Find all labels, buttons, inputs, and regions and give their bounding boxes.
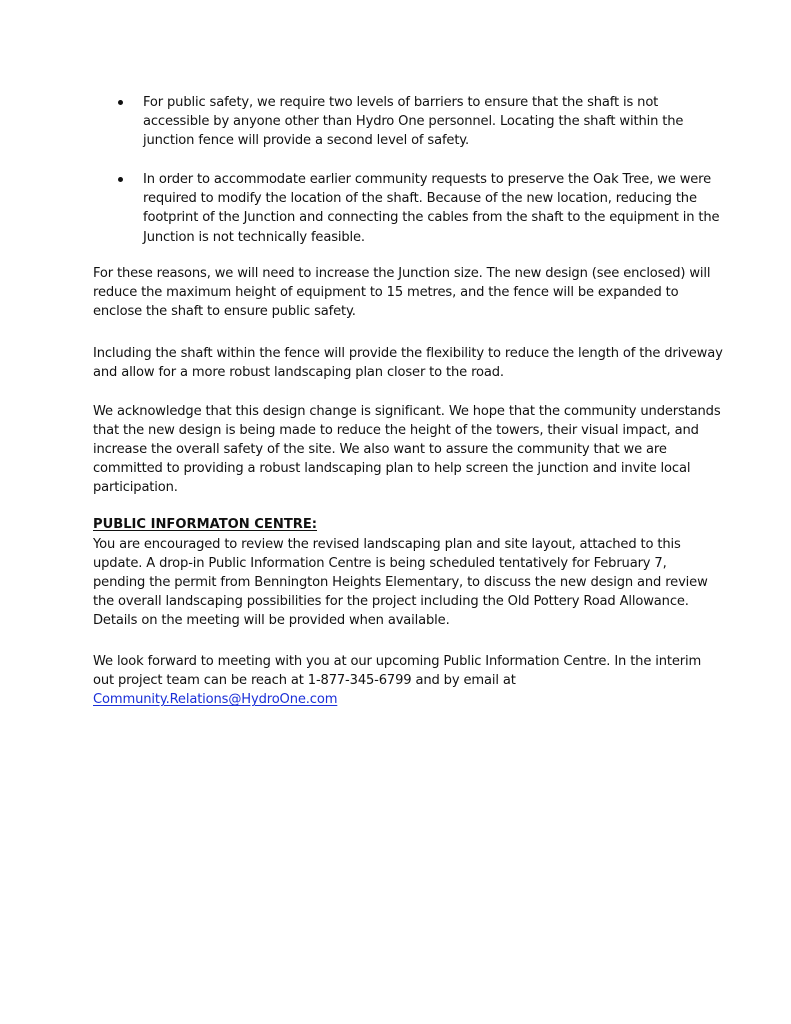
bullet-text-line: footprint of the Junction and connecting the cables from the shaft to the equipment in the [143,210,720,226]
bullet-text-line: junction fence will provide a second level of safety. [143,133,470,149]
bullet-text-line: For public safety, we require two levels of barriers to ensure that the shaft is not [143,95,659,110]
paragraph-information-centre [93,535,733,630]
paragraph-line: committed to providing a robust landscaping plan to help screen the junction and invite local [93,461,691,477]
paragraph-line: We acknowledge that this design change is significant. We hope that the community understands [93,404,721,419]
paragraph-reasons [93,264,733,321]
paragraph-shaft [93,344,733,382]
paragraph-line: increase the overall safety of the site. We also want to assure the community that we are [93,442,667,458]
paragraph-line: out project team can be reach at 1-877-345-6799 and by email at [93,673,516,689]
paragraph-line: For these reasons, we will need to increase the Junction size. The new design (see enclosed) will [93,266,711,281]
paragraph-closing [93,652,733,709]
bullet-item-barriers [118,93,718,150]
bullet-text-line: Junction is not technically feasible. [143,229,365,245]
bullet-dot-icon [118,100,123,105]
paragraph-line: enclose the shaft to ensure public safety. [93,304,356,320]
paragraph-line: that the new design is being made to reduce the height of the towers, their visual impact, and [93,423,699,439]
paragraph-line: participation. [93,480,178,496]
bullet-text-line: accessible by anyone other than Hydro One personnel. Locating the shaft within the [143,114,684,130]
paragraph-line: and allow for a more robust landscaping plan closer to the road. [93,365,504,381]
paragraph-line: Including the shaft within the fence will provide the flexibility to reduce the length of the driveway [93,346,723,361]
bullet-text-line: required to modify the location of the shaft. Because of the new location, reducing the [143,191,697,207]
bullet-text-line: In order to accommodate earlier community requests to preserve the Oak Tree, we were [143,172,712,188]
contact-email-link[interactable]: Community.Relations@HydroOne.com [93,692,338,708]
bullet-list [118,93,718,247]
paragraph-acknowledge [93,402,733,497]
paragraph-line: update. A drop-in Public Information Centre is being scheduled tentatively for February 7, [93,556,667,572]
bullet-item-oak-tree [118,170,718,246]
paragraph-line: We look forward to meeting with you at our upcoming Public Information Centre. In the interim [93,654,702,669]
contact-email-line [93,690,733,709]
paragraph-line: reduce the maximum height of equipment to 15 metres, and the fence will be expanded to [93,285,679,301]
section-heading: PUBLIC INFORMATON CENTRE: [93,517,318,532]
paragraph-line: You are encouraged to review the revised landscaping plan and site layout, attached to this [93,537,681,552]
paragraph-line: Details on the meeting will be provided when available. [93,613,450,629]
paragraph-line: the overall landscaping possibilities for the project including the Old Pottery Road Allowance. [93,594,689,610]
paragraph-line: pending the permit from Bennington Heights Elementary, to discuss the new design and review [93,575,708,591]
bullet-dot-icon [118,177,123,182]
